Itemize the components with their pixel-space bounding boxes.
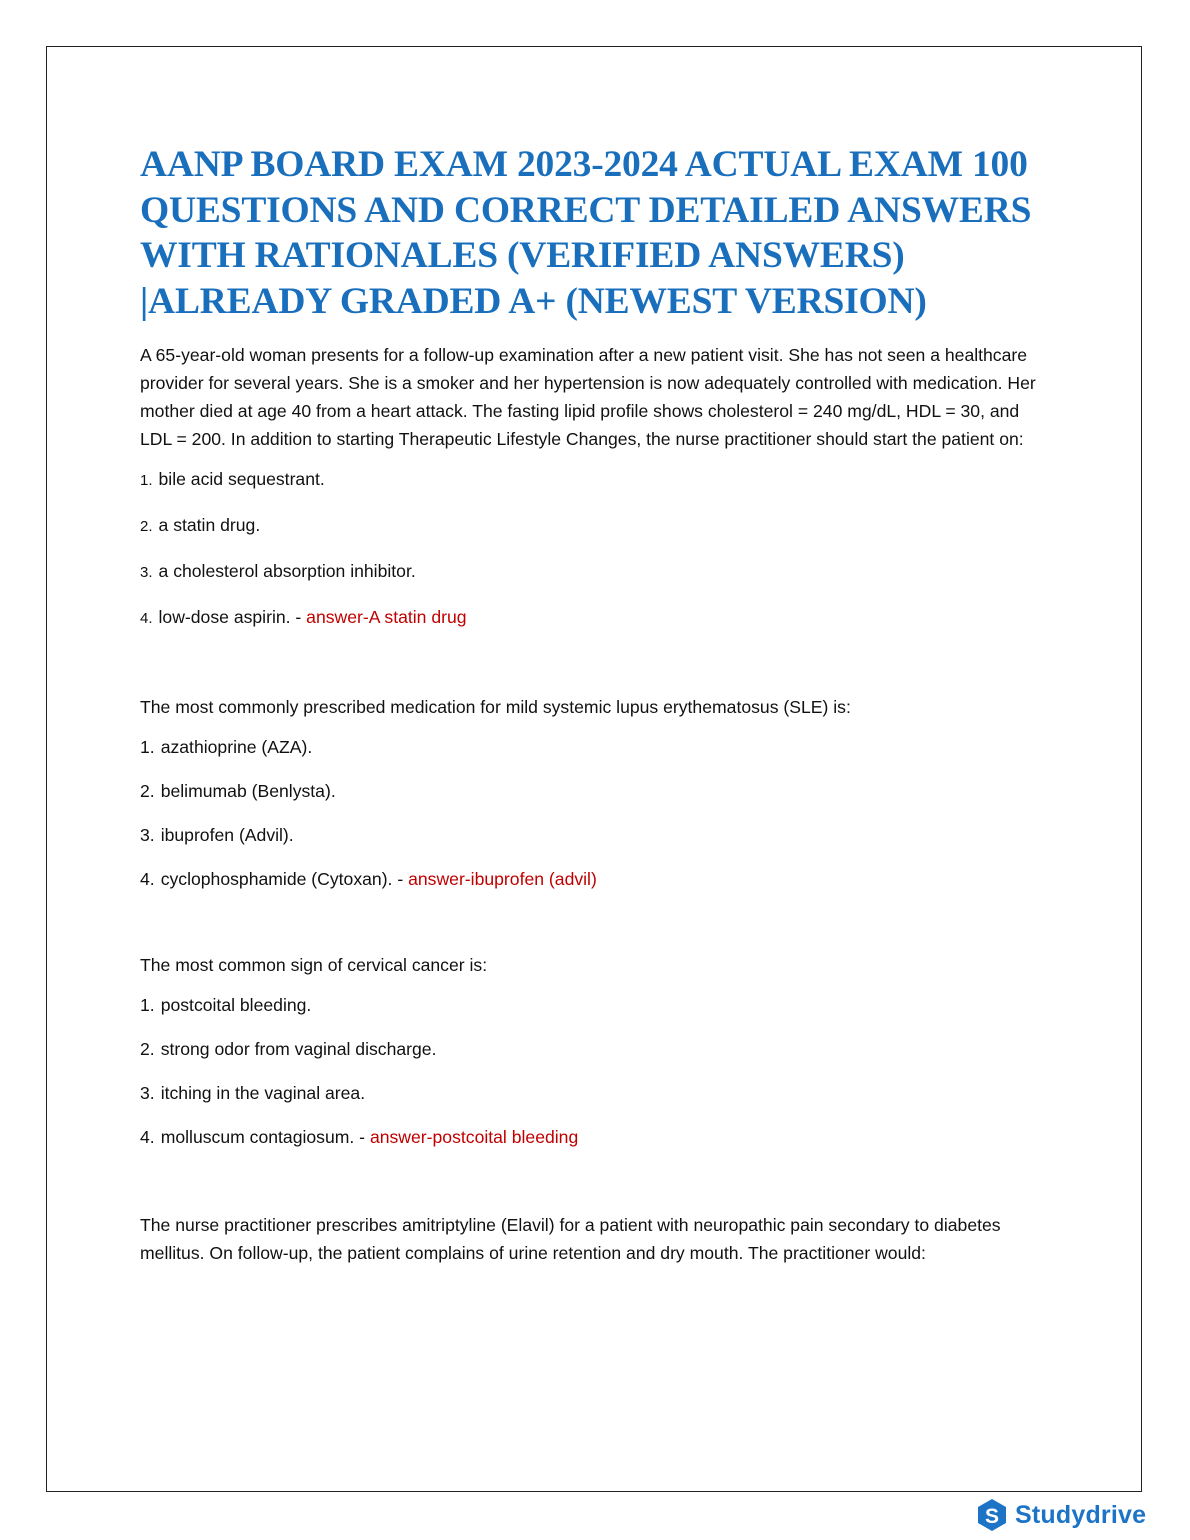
spacer (140, 909, 1045, 951)
option-text: strong odor from vaginal discharge. (160, 1039, 437, 1059)
option-number: 3. (140, 825, 155, 845)
option-text: postcoital bleeding. (160, 995, 312, 1015)
studydrive-s-icon (975, 1498, 1009, 1532)
option-number: 4. (140, 1127, 155, 1147)
option-4 (140, 603, 1045, 633)
option-text: belimumab (Benlysta). (160, 781, 336, 801)
option-3 (140, 1079, 1045, 1107)
question-stem: The nurse practitioner prescribes amitriptyline (Elavil) for a patient with neuropathic pain secondary to diabetes mellitus. On follow-up, the patient complains of urine retention and dry mouth. The practitioner would: (140, 1215, 1001, 1263)
question-1 (140, 341, 1045, 633)
spacer (140, 1167, 1045, 1211)
option-3 (140, 821, 1045, 849)
option-text: molluscum contagiosum. - (160, 1127, 370, 1147)
question-stem: A 65-year-old woman presents for a follow-up examination after a new patient visit. She has not seen a healthcare provider for several years. She is a smoker and her hypertension is now adequately controlled with medication. Her mother died at age 40 from a heart attack. The fasting lipid profile shows cholesterol = 240 mg/dL, HDL = 30, and LDL = 200. In addition to starting Therapeutic Lifestyle Changes, the nurse practitioner should start the patient on: (140, 345, 1036, 449)
option-text: a statin drug. (158, 515, 261, 535)
answer-text: answer-A statin drug (306, 607, 467, 627)
option-number: 3. (140, 1083, 155, 1103)
document-content (140, 142, 1045, 1279)
question-2 (140, 693, 1045, 893)
option-number: 2. (140, 1039, 155, 1059)
option-4 (140, 1123, 1045, 1151)
logo-text: Studydrive (1015, 1500, 1147, 1529)
question-3 (140, 951, 1045, 1151)
option-number: 3. (140, 564, 153, 581)
question-stem: The most common sign of cervical cancer is: (140, 955, 488, 975)
studydrive-logo[interactable] (975, 1497, 1146, 1533)
option-2 (140, 777, 1045, 805)
question-4 (140, 1211, 1045, 1267)
option-number: 2. (140, 781, 155, 801)
option-text: ibuprofen (Advil). (160, 825, 294, 845)
option-number: 1. (140, 995, 155, 1015)
option-number: 2. (140, 518, 153, 535)
option-3 (140, 557, 1045, 587)
answer-text: answer-ibuprofen (advil) (408, 869, 597, 889)
option-number: 4. (140, 869, 155, 889)
option-4 (140, 865, 1045, 893)
option-1 (140, 991, 1045, 1019)
option-text: low-dose aspirin. - (158, 607, 307, 627)
option-1 (140, 465, 1045, 495)
answer-text: answer-postcoital bleeding (369, 1127, 579, 1147)
option-text: a cholesterol absorption inhibitor. (158, 561, 416, 581)
option-2 (140, 511, 1045, 541)
svg-text:S: S (984, 1505, 1000, 1528)
spacer (140, 649, 1045, 693)
option-text: itching in the vaginal area. (160, 1083, 366, 1103)
option-number: 4. (140, 610, 153, 627)
option-2 (140, 1035, 1045, 1063)
option-number: 1. (140, 472, 153, 489)
document-title: AANP BOARD EXAM 2023-2024 ACTUAL EXAM 100 QUESTIONS AND CORRECT DETAILED ANSWERS WITH RATIONALES (VERIFIED ANSWERS) |ALREADY GRADED A+ (NEWEST VERSION) (140, 144, 1032, 322)
option-1 (140, 733, 1045, 761)
option-text: azathioprine (AZA). (160, 737, 313, 757)
option-text: cyclophosphamide (Cytoxan). - (160, 869, 409, 889)
question-stem: The most commonly prescribed medication for mild systemic lupus erythematosus (SLE) is: (140, 697, 851, 717)
option-text: bile acid sequestrant. (158, 469, 325, 489)
option-number: 1. (140, 737, 155, 757)
